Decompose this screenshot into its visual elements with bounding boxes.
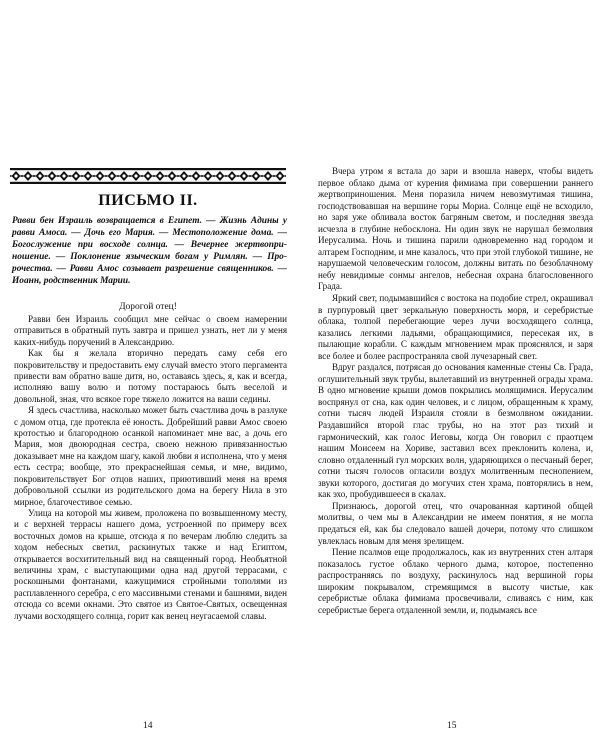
paragraph: Яркий свет, подымавшийся с востока на подобие стрел, окрашивал в пурпуровый цвет зеркальную поверхность моря, и серебристые облака, толпой перебегающие через лучи восходящего солнца, казались легкими ладьями, обращающимися, пересекая их, в пылающие корабли. С каждым мгновением мрак прояснялся, и заря все более и более распространяла свой лучезарный свет. (318, 293, 593, 361)
paragraph: Равви бен Израиль сообщил мне сейчас о своем намерении отправиться в обратный путь завтра и пришел узнать, нет ли у меня каких-нибудь поручений в Александрию. (14, 314, 287, 347)
paragraph: Признаюсь, дорогой отец, что очарованная картиной общей молитвы, о чем мы в Александрии не имеем понятия, я не могла предаться ей, как бы следовало вашей дочери, потому что слишком увлеклась новым для меня зрелищем. (318, 500, 593, 546)
left-page-body (14, 314, 287, 622)
synopsis-line: Иоанн, родственник Марии. (12, 275, 131, 286)
right-page-body (318, 166, 593, 616)
chapter-title: ПИСЬМО II. (98, 192, 198, 209)
decorative-header-border (10, 168, 286, 184)
page-number: 15 (447, 721, 457, 731)
synopsis-line: ношение. — Поклонение языческим богам у Римлян. — Про- (12, 251, 287, 262)
synopsis-line: — Богослужение при восходе солнца. — Вечернее жертвопри- (12, 227, 287, 250)
synopsis-line: Равви бен Израиль возвращается в Египет. — Жизнь Адины (12, 216, 279, 226)
ornament-band (10, 168, 286, 184)
synopsis-line: у равви Амоса. — Дочь его Мария. — Местоположение дома. (12, 216, 287, 238)
paragraph: Как бы я желала вторично передать саму себя его покровительству и предоставить ему случай вместо этого пергамента привести вам обратно ваше дитя, но, оставаясь здесь, я, как и всегда, исполняю вашу волю и потому постараюсь быть веселой и довольной, зная, что всякое горе тяжело ложится на ваши седины. (14, 348, 287, 404)
page-number: 14 (143, 721, 153, 731)
letter-salutation: Дорогой отец! (119, 302, 177, 312)
right-page (300, 0, 600, 750)
paragraph: Пение псалмов еще продолжалось, как из внутренних стен алтаря показалось густое облако черного дыма, которое, постепенно распространяясь по воздуху, раскинулось над вершиной горы широким покрывалом, стремящимся в высоту чистые, как серебристые облака фимиама просвечивали, сливаясь с ним, как серебристые берега отдаленной земли, и, подымаясь все (318, 547, 593, 615)
paragraph: Улица на которой мы живем, проложена по возвышенному месту, и с верхней террасы нашего дома, устроенной по примеру всех восточных домов на крыше, отсюда я по вечерам люблю следить за ходом небесных светил, раскинутых также и над Египтом, открывается восхитительный вид на священный город. Необъятной величины храм, с выступающими одна над другой террасами, с роскошными фонтанами, кажущимися стройными тополями из расплавленного серебра, с его массивными стенами и башнями, виден отсюда со всеми окнами. Это святое из Святое-Святых, освещенная лучами восходящего солнца, горит как венец неугасаемой славы. (14, 507, 287, 621)
synopsis-line: рочества. — Равви Амос созывает разрешение священников. — (12, 263, 287, 274)
paragraph: Вдруг раздался, потрясая до основания каменные стены Св. Града, оглушительный звук трубы, вылетавший из внутренней ограды храма. В одно мгновение крыши домов покрылись молящимися. Иерусалим воспрянул от сна, как один человек, и с лицом, обращенным к храму, сотни тысяч людей Израиля стояли в безмолвном ожидании. Раздавшийся второй глас трубы, но на этот раз тихий и гармонический, как голос Иеговы, когда Он говорил с праотцем нашим Моисеем на Хориве, заставил всех преклонить колена, и, словно отдаленный гул морских волн, ударяющихся о песчаный берег, сотни тысяч голосов огласили воздух молитвенным песнопением, звуки которого, достигая до могучих стен храма, повторялись в нем, как эхо, пробудившееся в скалах. (318, 362, 593, 500)
paragraph: Вчера утром я встала до зари и взошла наверх, чтобы видеть первое облако дыма от курения фимиама при совершении раннего жертвоприношения. Меня поразила ничем невозмутимая тишина, господствовавшая на вершине горы Мориа. Солнце ещё не всходило, но заря уже обливала восток багряным светом, и последняя звезда исчезла в глубине небосклона. Ни один звук не нарушал безмолвия Иерусалима. Ночь и тишина парили одновременно над городом и алтарем Господним, и мне казалось, что при этой глубокой тишине, не нарушаемой человеческим голосом, должны витать по безоблачному небу невидимые сонмы ангелов, небесная охрана благословенного Града. (318, 166, 593, 292)
chapter-synopsis (12, 216, 287, 287)
paragraph: Я здесь счастлива, насколько может быть счастлива дочь в разлуке с домом отца, где протекла её юность. Добрейший равви Амос своею кротостью и благородною осанкой напоминает мне вас, а дочь его Мария, моя двоюродная сестра, своею нежною привязанностью доказывает мне на каждом шагу, какой любви я исполнена, что у меня есть сестра; вообще, это прекраснейшая семья, и мне, видимо, покровительствует Бог отцов наших, приютивший меня на время добровольной ссылки из родительского дома на берегу Нила в это мирное, благочестивое семью. (14, 405, 287, 507)
